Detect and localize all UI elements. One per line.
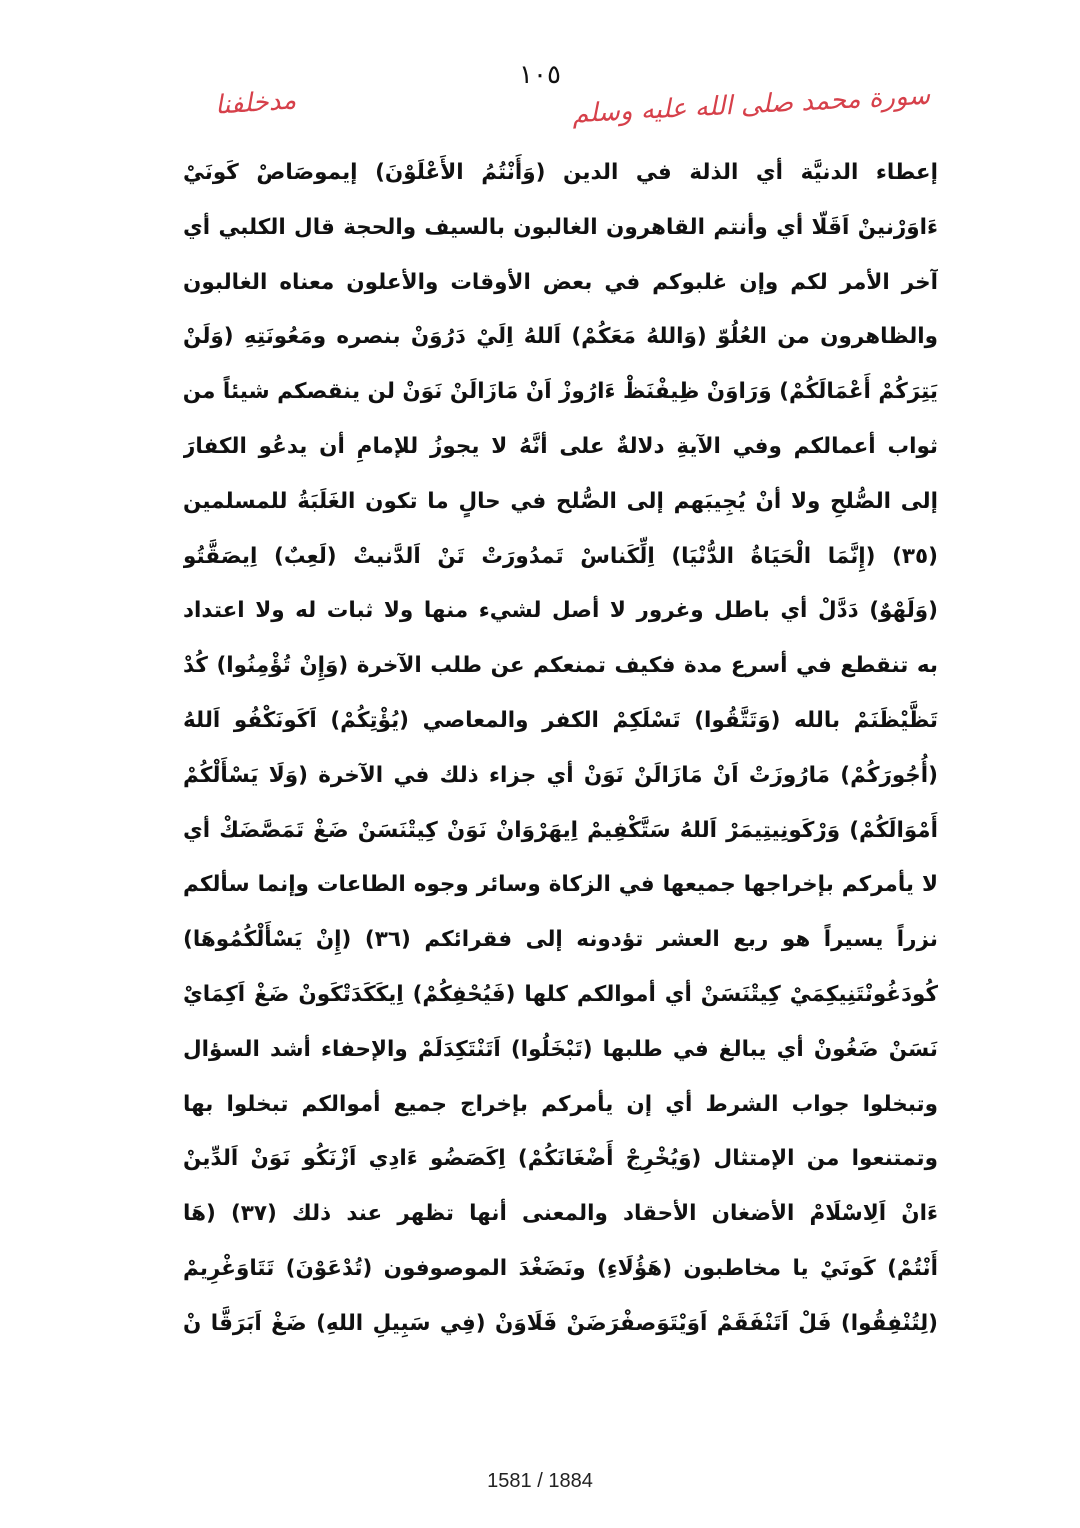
text-line: ثواب أعمالكم وفي الآيةِ دلالةٌ على أنَّهُ لا يجوزُ للإمامِ أن يدعُو الكفارَ: [183, 433, 938, 459]
text-line: أَنْتُمْ) كَونَيْ يا مخاطبون (هَؤُلَاءِ) ونَضَغْدَ الموصوفون (تُدْعَوْنَ) تَتَاوَغْرِيمْ: [183, 1255, 938, 1281]
text-line: يَتِرَكُمْ أَعْمَالَكُمْ) وَرَاوَنْ ظِيفْنَظْ ءَارُوزْ اَنْ مَازَالَنْ نَوَنْ لن ينقصكم شيئاً من: [183, 379, 938, 405]
text-line: نزراً يسيراً هو ربع العشر تؤدونه إلى فقرائكم (٣٦) (إِنْ يَسْأَلْكُمُوهَا): [183, 927, 938, 953]
text-line: وتبخلوا جواب الشرط أي إن يأمركم بإخراج جميع أموالكم تبخلوا بها: [183, 1091, 938, 1117]
page-number: ١٠٥: [519, 60, 561, 90]
commentary-text-block: [183, 146, 938, 1352]
handwritten-note-margin: مدخلفنا: [214, 85, 298, 121]
text-line: إلى الصُّلحِ ولا أنْ يُجِيبَهم إلى الصُّلح في حالٍ ما تكون الغَلَبَةُ للمسلمين: [183, 488, 938, 514]
text-line: (وَلَهْوٌ) دَدَّلْ أي باطل وغرور لا أصل لشيء منها ولا ثبات له ولا اعتداد: [183, 598, 938, 624]
text-line: (أُجُورَكُمْ) مَارُوزَتْ اَنْ مَازَالَنْ نَوَنْ أي جزاء ذلك في الآخرة (وَلَا يَسْأَلْكُمْ: [183, 762, 938, 788]
text-line: كُودَغُونْتَنِيكِمَيْ كِيتْنَسَنْ أي أموالكم كلها (فَيُحْفِكُمْ) اِيكَكَدَتْكَونْ ضَغْ اَكِمَايْ: [183, 981, 938, 1007]
text-line: ءَاوَرْنينْ اَقَلّا أي وأنتم القاهرون الغالبون بالسيف والحجة قال الكلبي أي: [183, 214, 938, 240]
text-line: إعطاء الدنيَّة أي الذلة في الدين (وَأَنْتُمُ الأَعْلَوْنَ) إيموصَاصْ كَونَيْ: [183, 160, 938, 185]
text-line: لا يأمركم بإخراجها جميعها في الزكاة وسائر وجوه الطاعات وإنما سألكم: [183, 872, 938, 898]
text-line: ءَانْ اَلِاسْلَامْ الأضغان الأحقاد والمعنى أنها تظهر عند ذلك (٣٧) (هَا: [183, 1201, 938, 1227]
text-line: وتمتنعوا من الإمتثال (وَيُخْرِجْ أَضْغَانَكُمْ) اِكَصَضُو ءَادِي اَزْنَكُو نَوَنْ اَلدِّينْ: [183, 1146, 938, 1172]
page-counter: 1581 / 1884: [487, 1470, 593, 1492]
text-line: أَمْوَالَكُمْ) وَرْكَونِيتِيمَرْ اَللهُ سَتَّكْفِيمْ اِيهَرْوَانْ نَوَنْ كِيتْنَسَنْ ضَغْ تَمَصَّضَكْ أي: [183, 817, 938, 843]
text-line: (لِتُنْفِقُوا) فَلْ اَتَنْفَقَمْ اَوَيْتَوَصفْرَضَنْ فَلَاوَنْ (فِي سَبِيلِ اللهِ) ضَغْ اَبَرَقَّا نْ: [183, 1310, 938, 1336]
handwritten-note-surah-title: سورة محمد صلى الله عليه وسلم: [571, 80, 931, 130]
text-line: نَسَنْ ضَغُونْ أي يبالغ في طلبها (تَبْخَلُوا) اَتَنْتَكِدَلَمْ والإحفاء أشد السؤال: [183, 1036, 938, 1062]
text-line: به تنقطع في أسرع مدة فكيف تمنعكم عن طلب الآخرة (وَإِنْ تُؤْمِنُوا) كُدْ: [183, 653, 938, 679]
text-line: تَظَّيْظَنَمْ بالله (وَتَتَّقُوا) تَسْلَكِمْ الكفر والمعاصي (يُؤْتِكُمْ) اَكَونَكْفُو اَللهُ: [183, 707, 938, 733]
text-line: والظاهرون من العُلُوّ (وَاللهُ مَعَكُمْ) اَللهُ اِلَيْ دَرُوَنْ بنصره ومَعُونَتِهِ (وَلَنْ: [183, 324, 938, 350]
text-line: آخر الأمر لكم وإن غلبوكم في بعض الأوقات والأعلون معناه الغالبون: [183, 269, 938, 295]
text-line: (٣٥) (إِنَّمَا الْحَيَاةُ الدُّنْيَا) اِلِّكَناسْ تَمدُورَتْ تَنْ اَلدَّنيتْ (لَعِبٌ) اِيصَقَّتُو: [183, 543, 938, 569]
